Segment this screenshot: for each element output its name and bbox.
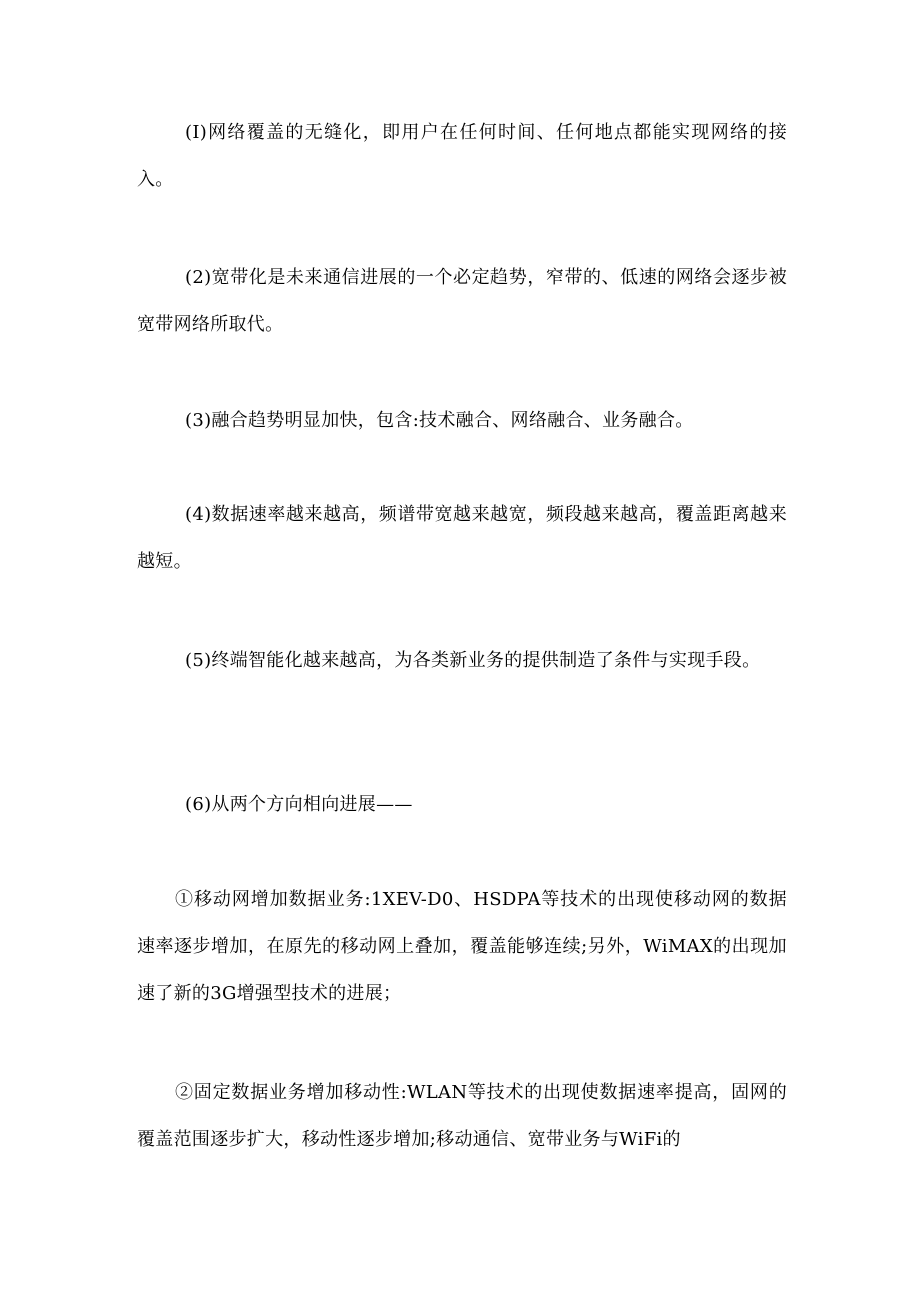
paragraph-4: (4)数据速率越来越高，频谱带宽越来越宽，频段越来越高，覆盖距离越来越短。 bbox=[137, 504, 787, 572]
paragraph-6: (6)从两个方向相向进展—— bbox=[185, 794, 413, 815]
paragraph-8: ②固定数据业务增加移动性:WLAN等技术的出现使数据速率提高，固网的覆盖范围逐步扩大，移动性逐步增加;移动通信、宽带业务与WiFi的 bbox=[137, 1082, 787, 1150]
paragraph-7: ①移动网增加数据业务:1XEV-D0、HSDPA等技术的出现使移动网的数据速率逐步增加，在原先的移动网上叠加，覆盖能够连续;另外，WiMAX的出现加速了新的3G增强型技术的进展； bbox=[137, 889, 787, 1004]
paragraph-5: (5)终端智能化越来越高，为各类新业务的提供制造了条件与实现手段。 bbox=[185, 650, 761, 671]
paragraph-3: (3)融合趋势明显加快，包含:技术融合、网络融合、业务融合。 bbox=[185, 410, 694, 431]
paragraph-1: (I)网络覆盖的无缝化，即用户在任何时间、任何地点都能实现网络的接入。 bbox=[137, 122, 787, 190]
paragraph-2: (2)宽带化是未来通信进展的一个必定趋势，窄带的、低速的网络会逐步被宽带网络所取代。 bbox=[137, 267, 787, 335]
